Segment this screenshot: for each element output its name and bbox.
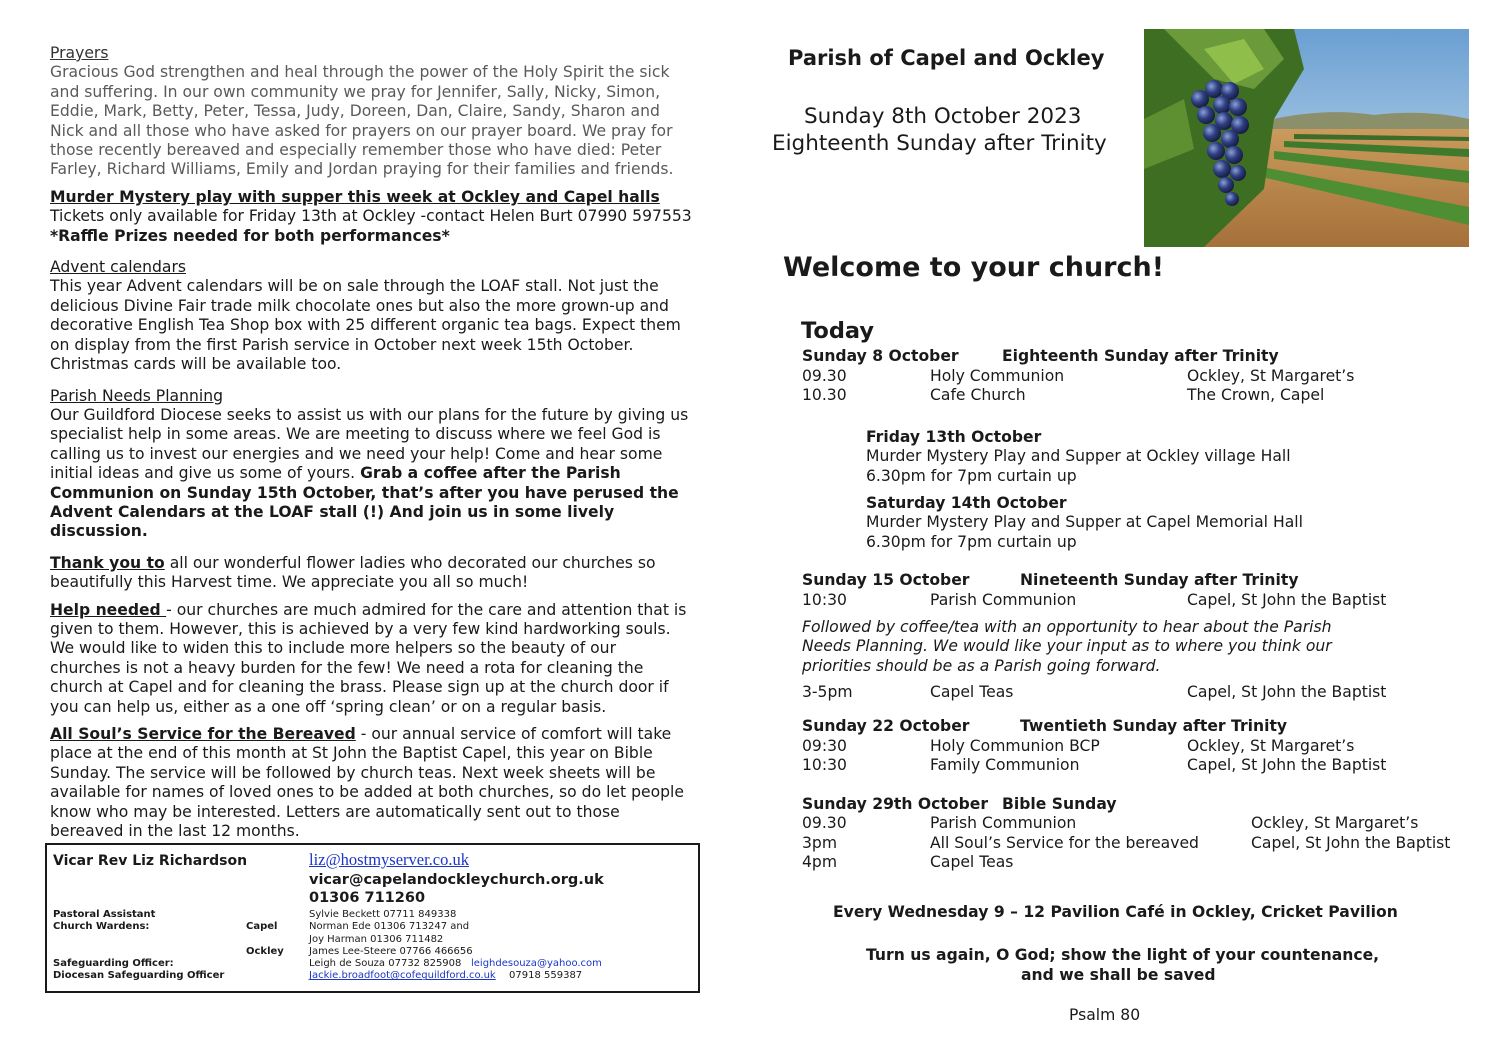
contact-box [45,843,700,993]
service-place: Capel, St John the Baptist [1251,833,1451,852]
all-souls-line: know who may be interested. Letters are automatically sent out to those [50,802,620,821]
service-time: 4pm [802,853,838,872]
planning-line [50,464,710,483]
prayers-line: Farley, Richard Williams, Emily and Jordan praying for their families and friends. [50,160,674,179]
prayers-line: those recently bereaved and especially remember those who have died: Peter [50,141,662,160]
planning-text: initial ideas and give us some of yours. [50,464,361,483]
day-name: Eighteenth Sunday after Trinity [1002,347,1279,365]
schedule-day-header [802,795,1482,815]
contact-place: Ockley [246,945,284,957]
schedule-row [802,591,1482,611]
service-name: Capel Teas [930,683,1014,702]
thanks-lead: Thank you to [50,553,165,572]
welcome-heading: Welcome to your church! [783,252,1165,283]
service-name: Family Communion [930,756,1080,775]
murder-mystery-heading: Murder Mystery play with supper this week at Ockley and Capel halls [50,187,660,206]
schedule-row [802,834,1482,854]
contact-value: James Lee-Steere 07766 466656 [309,945,473,957]
service-name: Capel Teas [930,853,1014,872]
schedule-row [802,386,1482,406]
help-line: church at Capel and for cleaning the brass. Please sign up at the church door if [50,678,669,697]
prayers-line: Gracious God strengthen and heal through the power of the Holy Spirit the sick [50,63,670,82]
service-place: Capel, St John the Baptist [1187,683,1387,702]
prayers-heading: Prayers [50,44,109,62]
help-line: given to them. However, this is achieved by a very few kind hardworking souls. [50,619,671,638]
schedule-row [802,683,1482,703]
planning-line: specialist help in some areas. We are meeting to discuss where we feel God is [50,425,661,444]
advent-line: on display from the first Parish service in October next week 15th October. [50,335,634,354]
service-place: Capel, St John the Baptist [1187,590,1387,609]
parish-title: Parish of Capel and Ockley [788,46,1105,70]
planning-section [50,387,710,542]
verse-line-2: and we shall be saved [1021,966,1216,984]
day-name: Bible Sunday [1002,794,1117,813]
saturday-event: Murder Mystery Play and Supper at Capel Memorial Hall [866,513,1303,532]
murder-mystery-section [50,188,710,246]
all-souls-section [50,725,710,841]
service-place: Ockley, St Margaret’s [1251,814,1419,833]
service-place: Ockley, St Margaret’s [1187,736,1355,755]
murder-mystery-tickets: Tickets only available for Friday 13th at Ockley -contact Helen Burt 07990 597553 [50,207,692,226]
service-time: 10.30 [802,386,847,405]
help-line: churches is not a heavy burden for the few! We need a rota for cleaning the [50,658,644,677]
coffee-note-line: priorities should be as a Parish going forward. [802,656,1161,675]
schedule-row [802,853,1482,873]
thanks-line: beautifully this Harvest time. We appreciate you all so much! [50,573,529,592]
help-text: - our churches are much admired for the care and attention that is [166,600,687,619]
advent-line: delicious Divine Fair trade milk chocolate ones but also the more grown-up and [50,296,669,315]
contact-label: Safeguarding Officer: [53,958,174,970]
help-section [50,601,710,717]
planning-bold-line: Communion on Sunday 15th October, that’s after you have perused the [50,483,679,502]
contact-value: Joy Harman 01306 711482 [309,933,444,945]
contact-row [53,909,693,921]
day-name: Twentieth Sunday after Trinity [1020,716,1288,735]
planning-bold-line: Advent Calendars at the LOAF stall (!) And join us in some lively discussion. [50,502,615,541]
prayers-line: Eddie, Mark, Betty, Peter, Tessa, Judy, Doreen, Dan, Claire, Sandy, Sharon and [50,102,660,121]
schedule-day-header [802,717,1482,737]
day-date: Sunday 15 October [802,571,970,590]
service-time: 09:30 [802,736,847,755]
schedule [802,347,1482,873]
service-place: The Crown, Capel [1187,386,1325,405]
contact-value: Sylvie Beckett 07711 849338 [309,909,457,920]
wednesday-cafe: Every Wednesday 9 – 12 Pavilion Café in Ockley, Cricket Pavilion [833,903,1398,921]
advent-section [50,258,710,374]
diocesan-email-link[interactable]: Jackie.broadfoot@cofeguildford.co.uk [309,970,496,982]
service-name: All Soul’s Service for the bereaved [930,833,1199,852]
contact-row [53,970,693,982]
friday-time: 6.30pm for 7pm curtain up [866,466,1077,485]
service-name: Cafe Church [930,386,1026,405]
advent-line: This year Advent calendars will be on sale through the LOAF stall. Not just the [50,277,659,296]
midweek-events [802,428,1482,553]
coffee-note-line: Needs Planning. We would like your input as to where you think our [802,637,1332,656]
prayers-section [50,44,710,180]
prayers-line: and suffering. In our own community we pray for Jennifer, Sally, Nicky, Simon, [50,82,661,101]
thanks-section [50,554,710,593]
saturday-heading: Saturday 14th October [866,493,1067,512]
advent-heading: Advent calendars [50,258,186,277]
day-date: Sunday 22 October [802,716,970,735]
all-souls-line: Sunday. The service will be followed by church teas. Next week sheets will be [50,763,656,782]
diocesan-phone: 07918 559387 [509,970,583,982]
service-place: Capel, St John the Baptist [1187,756,1387,775]
service-name: Parish Communion [930,814,1077,833]
service-name: Holy Communion BCP [930,736,1100,755]
service-name: Parish Communion [930,590,1077,609]
service-time: 3pm [802,833,838,852]
raffle-notice: *Raffle Prizes needed for both performances* [50,226,450,245]
prayers-line: Nick and all those who have asked for prayers on our prayer board. We pray for [50,121,673,140]
vicar-email-alt: vicar@capelandockleychurch.org.uk [309,872,604,888]
safeguarding-email-link[interactable]: leighdesouza@yahoo.com [471,958,602,970]
service-time: 10:30 [802,590,847,609]
service-time: 09.30 [802,366,847,385]
schedule-day-header [802,571,1482,591]
contact-place: Capel [246,921,278,933]
planning-line: Our Guildford Diocese seeks to assist us with our plans for the future by giving us [50,405,689,424]
vineyard-image [1144,29,1469,247]
contact-label: Church Wardens: [53,921,150,933]
thanks-text: all our wonderful flower ladies who decorated our churches so [164,553,656,572]
today-heading: Today [801,318,875,344]
verse-line-1: Turn us again, O God; show the light of your countenance, [866,946,1380,964]
vicar-email-link[interactable]: liz@hostmyserver.co.uk [309,850,469,869]
coffee-note [802,618,1482,677]
all-souls-line: place at the end of this month at St John the Baptist Capel, this year on Bible [50,744,653,763]
grapes-illustration [1144,29,1469,247]
contact-value: Leigh de Souza 07732 825908 [309,958,462,970]
all-souls-line: bereaved in the last 12 months. [50,822,300,841]
vicar-phone: 01306 711260 [309,890,426,906]
psalm-reference: Psalm 80 [1069,1006,1141,1024]
service-place: Ockley, St Margaret’s [1187,366,1355,385]
schedule-row [802,737,1482,757]
day-name: Nineteenth Sunday after Trinity [1020,571,1299,590]
left-column [50,44,710,841]
schedule-row [802,756,1482,776]
contact-table [53,909,693,983]
help-lead: Help needed [50,600,167,619]
advent-line: decorative English Tea Shop box with 25 different organic tea bags. Expect them [50,316,681,335]
advent-line: Christmas cards will be available too. [50,355,342,374]
contact-row [53,921,693,933]
help-line: you can help us, either as a one off ‘spring clean’ or on a regular basis. [50,697,607,716]
schedule-row [802,814,1482,834]
all-souls-line: available for names of loved ones to be added at both churches, so do let people [50,783,684,802]
contact-row [53,946,693,958]
friday-event: Murder Mystery Play and Supper at Ockley village Hall [866,447,1291,466]
service-date: Sunday 8th October 2023 [804,104,1082,129]
service-time: 3-5pm [802,683,853,702]
saturday-time: 6.30pm for 7pm curtain up [866,532,1077,551]
help-line: We would like to widen this to include more helpers so the beauty of our [50,639,616,658]
service-name: Holy Communion [930,366,1065,385]
contact-row [53,934,693,946]
schedule-row [802,367,1482,387]
contact-label: Diocesan Safeguarding Officer [53,970,225,982]
schedule-day-header [802,347,1482,367]
contact-row [53,958,693,970]
planning-line: calling us to invest our energies and we need your help! Come and hear some [50,444,663,463]
service-occasion: Eighteenth Sunday after Trinity [772,131,1107,156]
friday-heading: Friday 13th October [866,427,1042,446]
coffee-note-line: Followed by coffee/tea with an opportunity to hear about the Parish [802,617,1332,636]
all-souls-text: - our annual service of comfort will take [355,725,672,743]
day-date: Sunday 29th October [802,794,989,813]
contact-label: Pastoral Assistant [53,909,156,920]
thanks-line [50,554,710,573]
planning-heading: Parish Needs Planning [50,386,223,405]
service-time: 09.30 [802,814,847,833]
all-souls-line [50,725,710,744]
help-line [50,601,710,620]
all-souls-lead: All Soul’s Service for the Bereaved [50,725,356,743]
service-time: 10:30 [802,756,847,775]
planning-bold-text: Grab a coffee after the Parish [360,464,621,483]
day-date: Sunday 8 October [802,347,959,365]
vicar-label: Vicar Rev Liz Richardson [53,853,248,869]
contact-value: Norman Ede 01306 713247 and [309,921,470,933]
